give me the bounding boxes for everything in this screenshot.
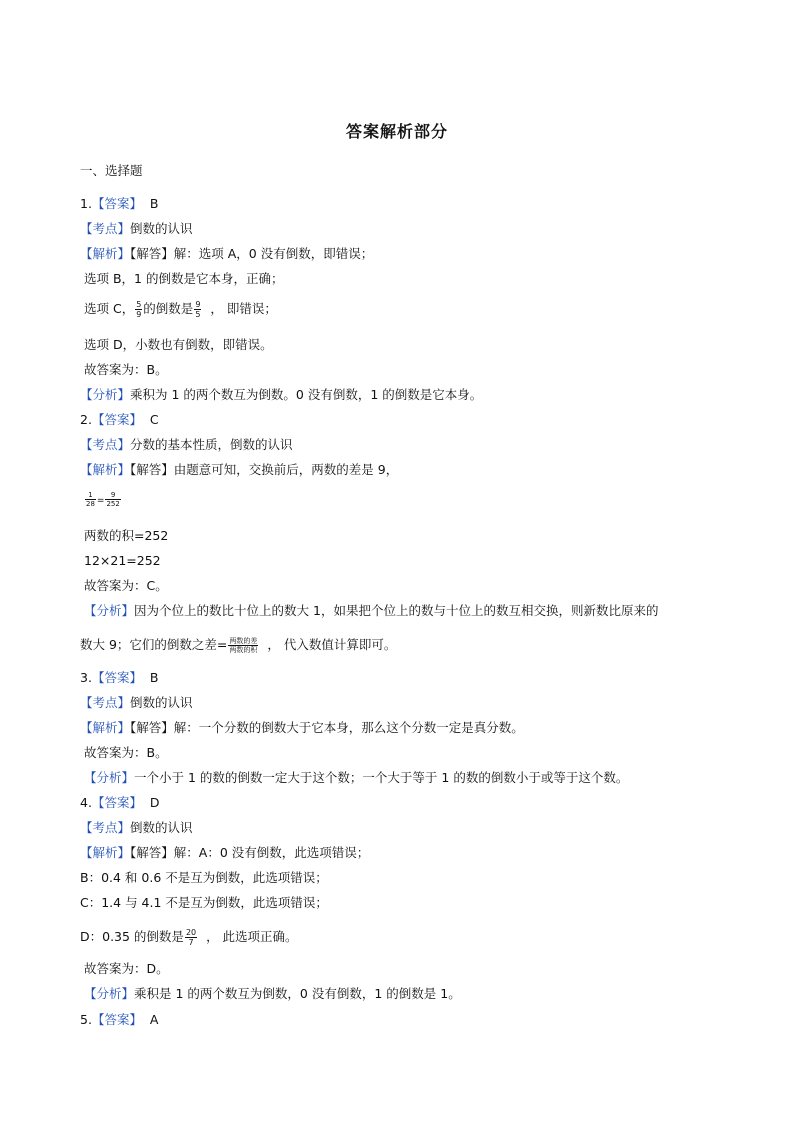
q2-answer: C — [149, 412, 159, 427]
q1-point-row — [80, 220, 193, 238]
fraction-five-ninths: $\frac{5}{9}$ — [136, 300, 142, 319]
q1-line-3-mid: 的倒数是 — [143, 301, 194, 316]
fraction-twenty-sevenths: $\frac{20}{7}$ — [185, 928, 197, 947]
q4-analysis2-row — [84, 985, 461, 1003]
q2-answer-tag: 【答案】 — [91, 412, 142, 427]
q2-point: 分数的基本性质，倒数的认识 — [130, 437, 293, 452]
q2-answer-row — [80, 411, 159, 429]
q2-point-row — [80, 436, 293, 454]
q5-answer-row — [80, 1011, 158, 1029]
q4-line-2: B：0.4 和 0.6 不是互为倒数，此选项错误； — [80, 870, 328, 885]
q4-answer: D — [149, 795, 160, 810]
q3-point: 倒数的认识 — [130, 695, 193, 710]
q4-point: 倒数的认识 — [130, 820, 193, 835]
q1-line-4: 选项 D，小数也有倒数，即错误。 — [84, 337, 273, 352]
q2-line-4: 12×21=252 — [84, 553, 161, 568]
section-heading: 一、选择题 — [80, 163, 143, 178]
q4-line-4-suffix: ， 此选项正确。 — [206, 929, 298, 944]
q4-point-tag: 【考点】 — [80, 820, 131, 835]
q1-solve-tag: 【解答】 — [130, 246, 174, 261]
q2-solve-tag: 【解答】 — [130, 462, 174, 477]
q3-answer: B — [149, 670, 159, 685]
q1-point: 倒数的认识 — [130, 221, 193, 236]
q2-line-3: 两数的积=252 — [84, 528, 169, 543]
q1-number: 1. — [80, 196, 92, 211]
q1-analysis-row — [80, 245, 373, 263]
q4-answer-row — [80, 794, 160, 812]
q4-solve-tag: 【解答】 — [130, 845, 174, 860]
q3-answer-row — [80, 669, 158, 687]
q5-number: 5. — [80, 1012, 92, 1027]
q2-analysis2-row-a — [84, 602, 658, 620]
q2-analysis2-tag: 【分析】 — [84, 603, 135, 618]
q4-line-3: C：1.4 与 4.1 不是互为倒数，此选项错误； — [80, 895, 328, 910]
q1-line-3-suffix: ， 即错误； — [210, 301, 277, 316]
q5-answer: A — [149, 1012, 159, 1027]
q1-line-1: 解：选项 A，0 没有倒数，即错误； — [173, 246, 374, 261]
q1-analysis2-row — [80, 386, 482, 404]
q1-line-2: 选项 B，1 的倒数是它本身，正确； — [84, 271, 284, 286]
q2-analysis-row — [80, 461, 398, 479]
q3-point-row — [80, 694, 193, 712]
q1-line-3-prefix: 选项 C， — [84, 301, 135, 316]
page-title: 答案解析部分 — [345, 122, 448, 141]
q1-point-tag: 【考点】 — [80, 221, 131, 236]
q4-analysis-row — [80, 844, 369, 862]
q2-line-1: 由题意可知，交换前后，两数的差是 9， — [173, 462, 399, 477]
q4-point-row — [80, 819, 193, 837]
q5-answer-tag: 【答案】 — [91, 1012, 142, 1027]
q3-line-1: 解：一个分数的倒数大于它本身，那么这个分数一定是真分数。 — [173, 720, 524, 735]
q4-analysis-tag: 【解析】 — [80, 845, 131, 860]
q2-fraction-equation — [84, 490, 122, 510]
q2-analysis-tag: 【解析】 — [80, 462, 131, 477]
q1-answer-row — [80, 195, 158, 213]
q4-analysis2: 乘积是 1 的两个数互为倒数，0 没有倒数，1 的倒数是 1。 — [134, 986, 461, 1001]
q1-analysis2: 乘积为 1 的两个数互为倒数。0 没有倒数，1 的倒数是它本身。 — [130, 387, 483, 402]
q2-analysis2-row-b — [80, 636, 396, 654]
q1-answer-tag: 【答案】 — [91, 196, 142, 211]
q3-line-2: 故答案为：B。 — [84, 745, 168, 760]
q3-analysis2-row — [84, 769, 628, 787]
q3-analysis-tag: 【解析】 — [80, 720, 131, 735]
q2-analysis2-a: 因为个位上的数比十位上的数大 1，如果把个位上的数与十位上的数互相交换，则新数比原来的 — [134, 603, 659, 618]
fraction-nine-over-252: $\frac{9}{252}$ — [106, 491, 120, 508]
fraction-nine-fifths: $\frac{9}{5}$ — [195, 300, 201, 319]
q4-number: 4. — [80, 795, 92, 810]
q4-line-1: 解：A：0 没有倒数，此选项错误； — [173, 845, 370, 860]
q1-answer: B — [149, 196, 159, 211]
q4-line-4-prefix: D：0.35 的倒数是 — [80, 929, 184, 944]
q1-line-5: 故答案为：B。 — [84, 362, 168, 377]
q4-answer-tag: 【答案】 — [91, 795, 142, 810]
q3-point-tag: 【考点】 — [80, 695, 131, 710]
fraction-diff-over-product: $\frac{\text{两数的差}}{\text{两数的积}}$ — [229, 637, 258, 654]
q3-solve-tag: 【解答】 — [130, 720, 174, 735]
q3-analysis-row — [80, 719, 524, 737]
q4-line-5: 故答案为：D。 — [84, 961, 169, 976]
equals-sign: = — [96, 496, 105, 506]
q4-line-4 — [80, 928, 298, 947]
q2-number: 2. — [80, 412, 92, 427]
q2-line-5: 故答案为：C。 — [84, 578, 168, 593]
q4-analysis2-tag: 【分析】 — [84, 986, 135, 1001]
q1-analysis-tag: 【解析】 — [80, 246, 131, 261]
q2-analysis2-b-prefix: 数大 9；它们的倒数之差= — [80, 637, 228, 652]
q3-number: 3. — [80, 670, 92, 685]
q2-point-tag: 【考点】 — [80, 437, 131, 452]
q3-answer-tag: 【答案】 — [91, 670, 142, 685]
q3-analysis2-tag: 【分析】 — [84, 770, 135, 785]
q3-analysis2: 一个小于 1 的数的倒数一定大于这个数；一个大于等于 1 的数的倒数小于或等于这个数。 — [134, 770, 629, 785]
q1-analysis2-tag: 【分析】 — [80, 387, 131, 402]
fraction-one-twentyeighth: $\frac{1}{28}$ — [86, 491, 95, 508]
q1-line-3 — [84, 300, 277, 319]
q2-analysis2-b-suffix: ， 代入数值计算即可。 — [267, 637, 397, 652]
